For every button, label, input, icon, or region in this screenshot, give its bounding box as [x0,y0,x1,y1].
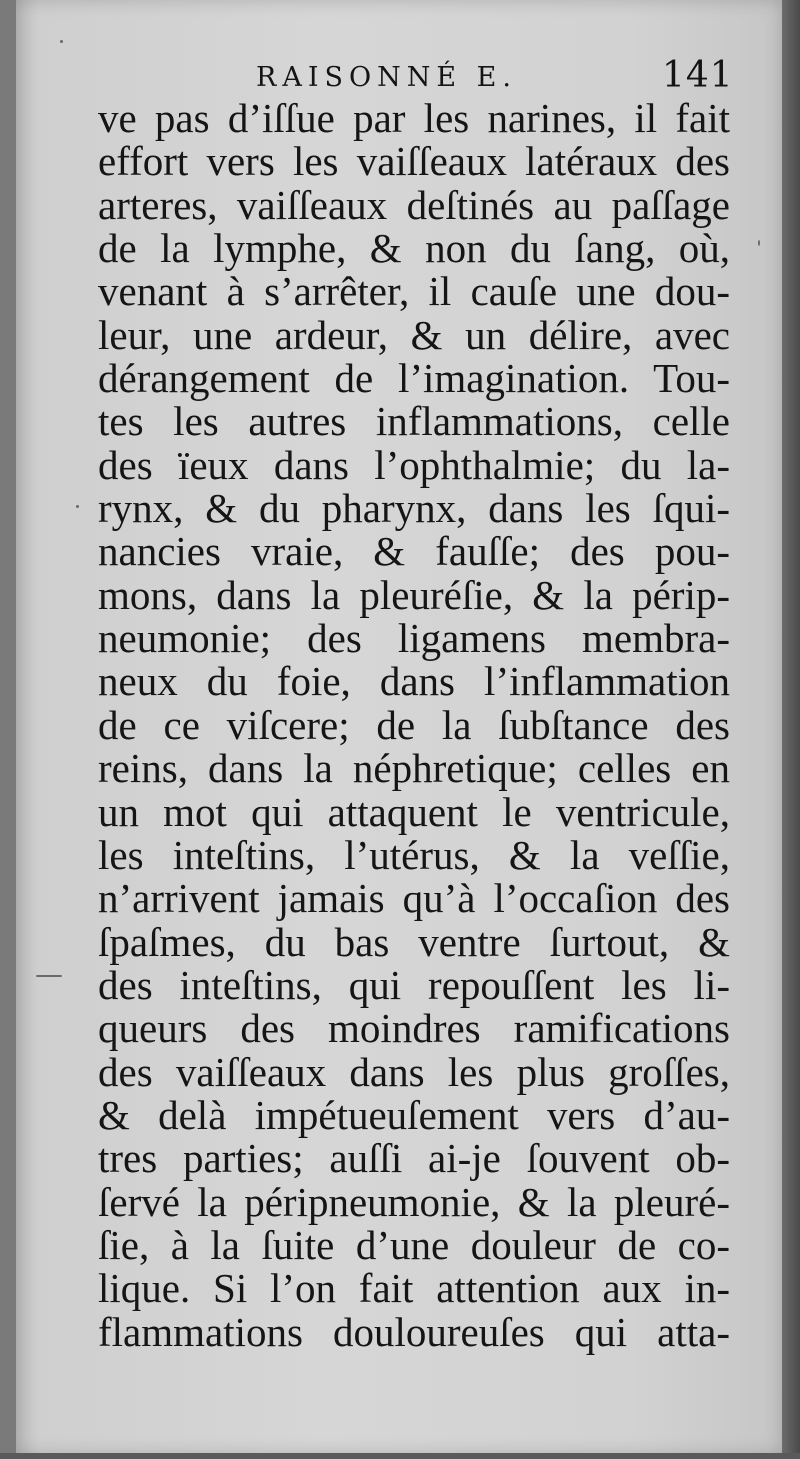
speck [36,975,62,977]
text-line: n’arrivent jamais qu’à l’occaſion des [98,875,730,922]
text-line: mons, dans la pleuréſie, & la périp- [98,571,730,618]
text-line: leur, une ardeur, & un délire, avec [98,311,730,358]
page-bottom-edge [0,1453,800,1459]
text-line: neux du foie, dans l’inflammation [98,658,730,705]
text-line: tes les autres inflammations, celle [98,398,730,445]
text-line: flammations douloureuſes qui atta- [98,1308,730,1355]
text-line: des inteſtins, qui repouſſent les li- [98,961,730,1008]
text-line: lique. Si l’on fait attention aux in- [98,1265,730,1312]
text-line: les inteſtins, l’utérus, & la veſſie, [98,831,730,878]
text-line: neumonie; des ligamens membra- [98,615,730,662]
page-edge-shadow [782,0,800,1459]
speck [758,240,760,246]
text-line: queurs des moindres ramifications [98,1005,730,1052]
text-line: dérangement de l’imagination. Tou- [98,355,730,402]
book-page [16,0,782,1454]
running-head: RAISONNÉ E. [256,62,517,93]
text-line: effort vers les vaiſſeaux latéraux des [98,138,730,185]
text-line: tres parties; auſſi ai-je ſouvent ob- [98,1135,730,1182]
page-number: 141 [662,55,734,96]
text-line: de ce viſcere; de la ſubſtance des [98,701,730,748]
text-line: reins, dans la néphretique; celles en [98,745,730,792]
page-header [16,55,782,98]
text-line: ſie, à la ſuite d’une douleur de co- [98,1221,730,1268]
text-line: ſervé la péripneumonie, & la pleuré- [98,1178,730,1225]
text-line: ſpaſmes, du bas ventre ſurtout, & [98,918,730,965]
text-line: & delà impétueuſement vers d’au- [98,1091,730,1138]
body-text [98,97,730,1354]
text-line: des ïeux dans l’ophthalmie; du la- [98,441,730,488]
speck [60,40,63,43]
speck [76,505,79,508]
text-line: arteres, vaiſſeaux deſtinés au paſſage [98,181,730,228]
text-line: rynx, & du pharynx, dans les ſqui- [98,485,730,532]
text-line: venant à s’arrêter, il cauſe une dou- [98,268,730,315]
text-line: ve pas d’iſſue par les narines, il fait [98,95,730,141]
text-line: des vaiſſeaux dans les plus groſſes, [98,1048,730,1095]
text-line: un mot qui attaquent le ventricule, [98,788,730,835]
text-line: nancies vraie, & fauſſe; des pou- [98,528,730,575]
text-line: de la lymphe, & non du ſang, où, [98,225,730,272]
